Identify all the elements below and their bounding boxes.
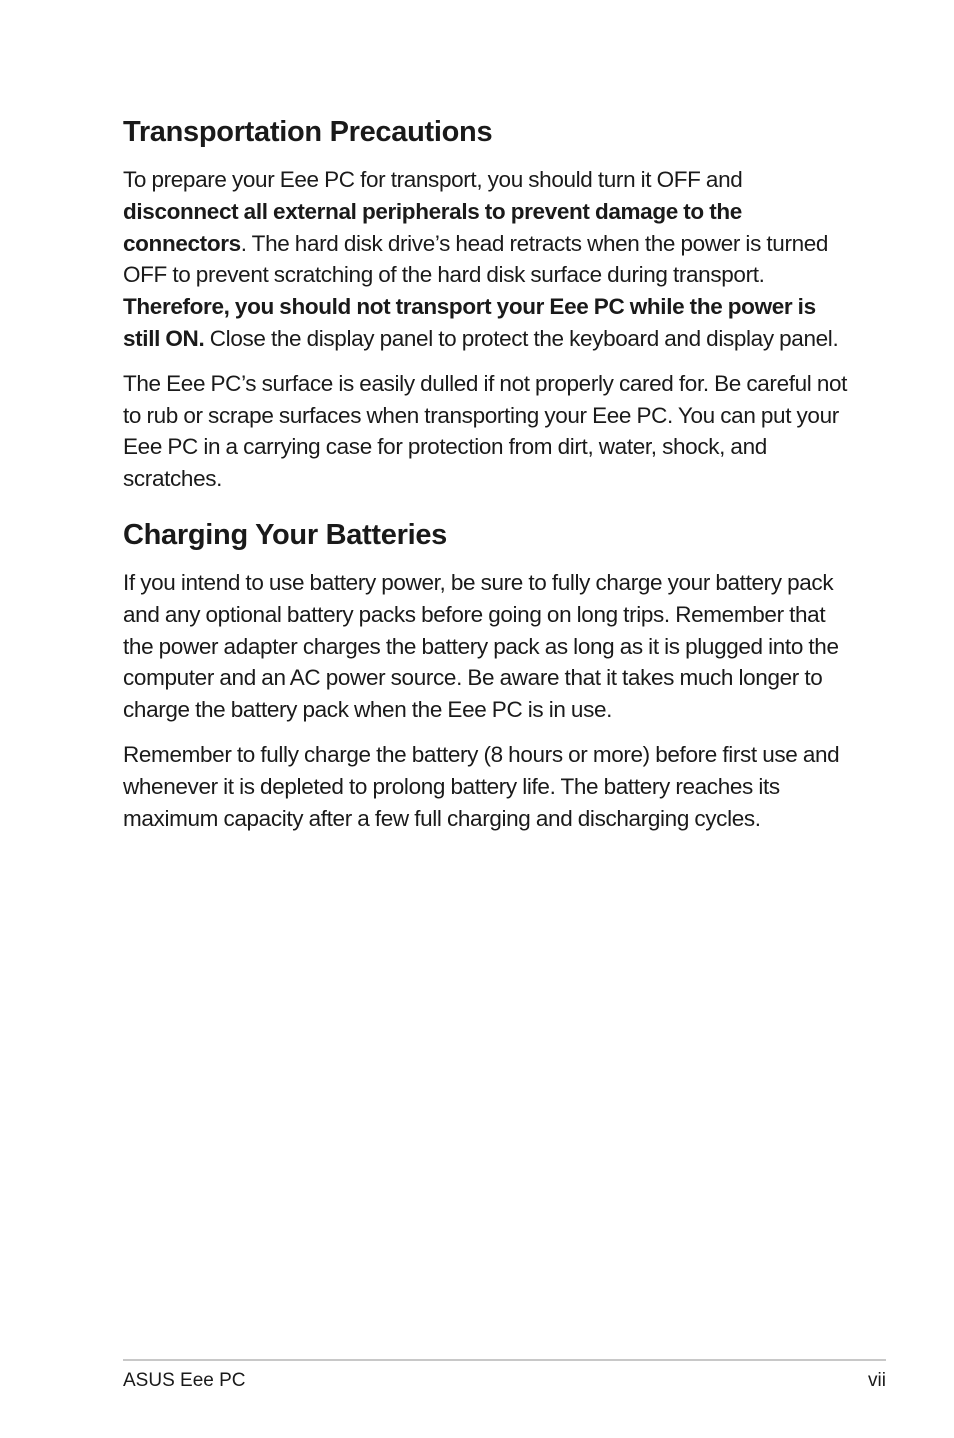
footer-divider [123, 1359, 886, 1361]
charging-paragraph-1 [123, 567, 853, 726]
page-content [123, 112, 853, 847]
text-run: The Eee PC’s surface is easily dulled if not properly cared for. Be careful not to rub or scrape surfaces when transporting your Eee PC. You can put your Eee PC in a carrying case for protection from dirt, water, shock, and scratches. [123, 370, 848, 492]
transport-paragraph-1 [123, 164, 853, 355]
section-heading-transportation: Transportation Precautions [123, 116, 493, 148]
text-run: To prepare your Eee PC for transport, you should turn it OFF and [123, 167, 743, 192]
footer-product-name: ASUS Eee PC [123, 1370, 246, 1391]
charging-paragraph-2 [123, 739, 853, 834]
text-run: Remember to fully charge the battery (8 hours or more) before first use and whenever it is depleted to prolong battery life. The battery reaches its maximum capacity after a few full charging and discharging cycles. [123, 741, 840, 831]
text-run: If you intend to use battery power, be sure to fully charge your battery pack and any optional battery packs before going on long trips. Remember that the power adapter charges the battery pack as long as it is plugged into the computer and an AC power source. Be aware that it takes much longer to charge the battery pack when the Eee PC is in use. [123, 569, 839, 723]
text-run: . The hard disk drive’s head retracts when the power is turned OFF to prevent scratching of the hard disk surface during transport. [123, 230, 829, 288]
section-heading-charging: Charging Your Batteries [123, 518, 447, 551]
bold-text-run: Therefore, you should not transport your Eee PC while the power is still ON. [123, 294, 816, 351]
bold-text-run: disconnect all external peripherals to prevent damage to the connectors [123, 198, 742, 256]
page-number: vii [868, 1370, 886, 1391]
text-run: Close the display panel to protect the keyboard and display panel. [204, 325, 839, 351]
transport-paragraph-2 [123, 368, 853, 495]
